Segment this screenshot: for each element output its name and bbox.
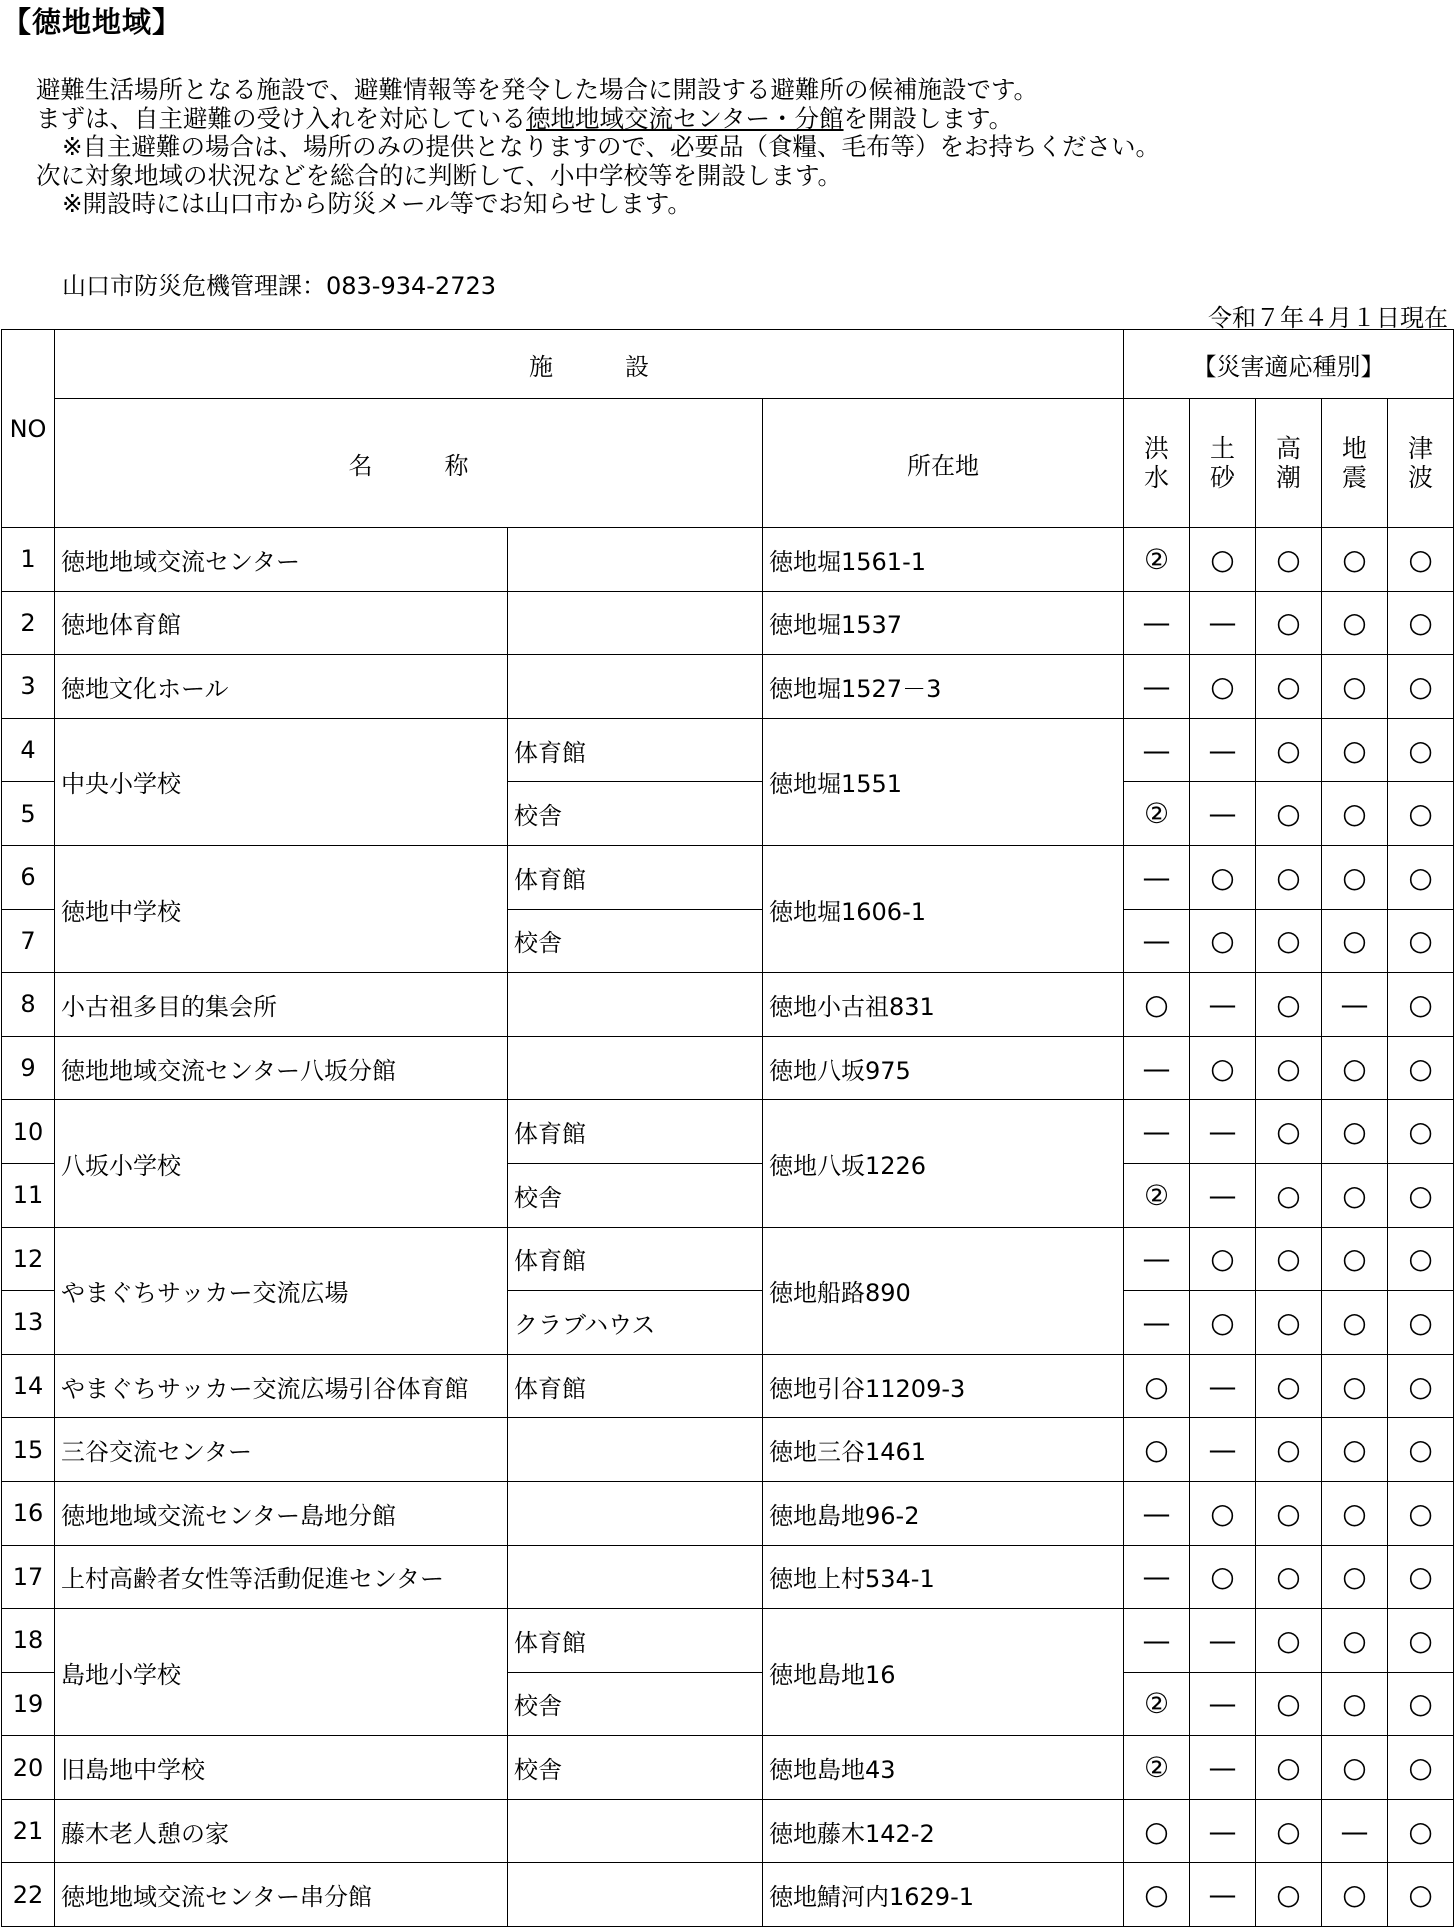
flood-suitability: — — [1124, 1545, 1190, 1609]
earthquake-suitability: ○ — [1322, 1354, 1388, 1418]
facility-building — [508, 1799, 763, 1863]
tsunami-suitability: ○ — [1388, 782, 1454, 846]
flood-suitability: — — [1124, 845, 1190, 909]
table-row — [2, 1609, 1454, 1673]
facility-address: 徳地八坂1226 — [763, 1100, 1124, 1227]
shelter-table — [1, 329, 1454, 1927]
table-row — [2, 1036, 1454, 1100]
tsunami-suitability: ○ — [1388, 1672, 1454, 1736]
header-landslide: 土 砂 — [1190, 399, 1256, 528]
flood-suitability: ○ — [1124, 973, 1190, 1037]
tsunami-suitability: ○ — [1388, 1418, 1454, 1482]
table-row — [2, 1100, 1454, 1164]
earthquake-suitability: ○ — [1322, 909, 1388, 973]
flood-suitability: ② — [1124, 782, 1190, 846]
landslide-suitability: — — [1190, 1863, 1256, 1927]
flood-suitability: — — [1124, 655, 1190, 719]
facility-building: 体育館 — [508, 1354, 763, 1418]
header-storm-surge: 高 潮 — [1256, 399, 1322, 528]
landslide-suitability: ○ — [1190, 1545, 1256, 1609]
facility-building: 体育館 — [508, 845, 763, 909]
row-number: 22 — [2, 1863, 55, 1927]
facility-building: 校舎 — [508, 782, 763, 846]
earthquake-suitability: ○ — [1322, 1418, 1388, 1482]
facility-address: 徳地上村534-1 — [763, 1545, 1124, 1609]
row-number: 16 — [2, 1481, 55, 1545]
facility-address: 徳地引谷11209-3 — [763, 1354, 1124, 1418]
intro-line-2-pre: まずは、自主避難の受け入れを対応している — [36, 103, 526, 133]
facility-building: 校舎 — [508, 1736, 763, 1800]
tsunami-suitability: ○ — [1388, 1100, 1454, 1164]
storm-surge-suitability: ○ — [1256, 1481, 1322, 1545]
facility-building: 校舎 — [508, 1163, 763, 1227]
facility-name: 三谷交流センター — [55, 1418, 508, 1482]
row-number: 1 — [2, 528, 55, 592]
facility-name: 徳地体育館 — [55, 591, 508, 655]
table-row — [2, 1799, 1454, 1863]
earthquake-suitability: ○ — [1322, 655, 1388, 719]
storm-surge-suitability: ○ — [1256, 1291, 1322, 1355]
tsunami-suitability: ○ — [1388, 1481, 1454, 1545]
table-row — [2, 1863, 1454, 1927]
landslide-suitability: — — [1190, 1799, 1256, 1863]
table-row — [2, 655, 1454, 719]
facility-name: 徳地中学校 — [55, 845, 508, 972]
earthquake-suitability: ○ — [1322, 1100, 1388, 1164]
facility-name: 徳地地域交流センター — [55, 528, 508, 592]
header-flood: 洪 水 — [1124, 399, 1190, 528]
tsunami-suitability: ○ — [1388, 1799, 1454, 1863]
intro-line-3: ※自主避難の場合は、場所のみの提供となりますので、必要品（食糧、毛布等）をお持ちください。 — [62, 132, 1161, 161]
facility-address: 徳地堀1606-1 — [763, 845, 1124, 972]
table-row — [2, 718, 1454, 782]
storm-surge-suitability: ○ — [1256, 1354, 1322, 1418]
facility-building — [508, 1481, 763, 1545]
landslide-suitability: — — [1190, 782, 1256, 846]
facility-name: やまぐちサッカー交流広場 — [55, 1227, 508, 1354]
row-number: 14 — [2, 1354, 55, 1418]
header-tsunami: 津 波 — [1388, 399, 1454, 528]
landslide-suitability: ○ — [1190, 1291, 1256, 1355]
facility-building: 体育館 — [508, 1227, 763, 1291]
facility-name: 上村高齢者女性等活動促進センター — [55, 1545, 508, 1609]
tsunami-suitability: ○ — [1388, 1863, 1454, 1927]
facility-address: 徳地鯖河内1629-1 — [763, 1863, 1124, 1927]
earthquake-suitability: ○ — [1322, 1227, 1388, 1291]
facility-building — [508, 591, 763, 655]
tsunami-suitability: ○ — [1388, 591, 1454, 655]
facility-building: 体育館 — [508, 1100, 763, 1164]
landslide-suitability: — — [1190, 1163, 1256, 1227]
page-title: 【徳地地域】 — [2, 5, 183, 39]
flood-suitability: ○ — [1124, 1863, 1190, 1927]
intro-line-2-post: を開設します。 — [843, 103, 1014, 133]
landslide-suitability: — — [1190, 1672, 1256, 1736]
landslide-suitability: ○ — [1190, 845, 1256, 909]
row-number: 2 — [2, 591, 55, 655]
earthquake-suitability: ○ — [1322, 1609, 1388, 1673]
header-no: NO — [2, 330, 55, 528]
facility-name: 小古祖多目的集会所 — [55, 973, 508, 1037]
flood-suitability: ② — [1124, 1736, 1190, 1800]
header-earthquake: 地 震 — [1322, 399, 1388, 528]
intro-line-1: 避難生活場所となる施設で、避難情報等を発令した場合に開設する避難所の候補施設です。 — [36, 75, 1039, 104]
flood-suitability: ○ — [1124, 1799, 1190, 1863]
earthquake-suitability: — — [1322, 1799, 1388, 1863]
row-number: 8 — [2, 973, 55, 1037]
tsunami-suitability: ○ — [1388, 845, 1454, 909]
storm-surge-suitability: ○ — [1256, 1418, 1322, 1482]
earthquake-suitability: ○ — [1322, 1163, 1388, 1227]
facility-building — [508, 1036, 763, 1100]
facility-building — [508, 655, 763, 719]
flood-suitability: — — [1124, 909, 1190, 973]
flood-suitability: — — [1124, 1036, 1190, 1100]
facility-name: 徳地地域交流センター八坂分館 — [55, 1036, 508, 1100]
storm-surge-suitability: ○ — [1256, 909, 1322, 973]
flood-suitability: — — [1124, 1291, 1190, 1355]
tsunami-suitability: ○ — [1388, 528, 1454, 592]
landslide-suitability: — — [1190, 1100, 1256, 1164]
table-row — [2, 1354, 1454, 1418]
landslide-suitability: ○ — [1190, 1481, 1256, 1545]
row-number: 21 — [2, 1799, 55, 1863]
header-facility: 施 設 — [55, 330, 1124, 399]
tsunami-suitability: ○ — [1388, 1609, 1454, 1673]
facility-address: 徳地三谷1461 — [763, 1418, 1124, 1482]
storm-surge-suitability: ○ — [1256, 1672, 1322, 1736]
intro-line-4: 次に対象地域の状況などを総合的に判断して、小中学校等を開設します。 — [36, 160, 843, 190]
tsunami-suitability: ○ — [1388, 655, 1454, 719]
storm-surge-suitability: ○ — [1256, 528, 1322, 592]
storm-surge-suitability: ○ — [1256, 1036, 1322, 1100]
facility-name: 旧島地中学校 — [55, 1736, 508, 1800]
table-row — [2, 973, 1454, 1037]
flood-suitability: ② — [1124, 528, 1190, 592]
storm-surge-suitability: ○ — [1256, 1227, 1322, 1291]
row-number: 7 — [2, 909, 55, 973]
tsunami-suitability: ○ — [1388, 1354, 1454, 1418]
tsunami-suitability: ○ — [1388, 1036, 1454, 1100]
earthquake-suitability: ○ — [1322, 591, 1388, 655]
facility-address: 徳地船路890 — [763, 1227, 1124, 1354]
earthquake-suitability: ○ — [1322, 1736, 1388, 1800]
intro-line-2-highlight: 徳地地域交流センター・分館 — [526, 103, 844, 133]
row-number: 9 — [2, 1036, 55, 1100]
facility-address: 徳地藤木142-2 — [763, 1799, 1124, 1863]
header-address: 所在地 — [763, 399, 1124, 528]
storm-surge-suitability: ○ — [1256, 782, 1322, 846]
facility-address: 徳地八坂975 — [763, 1036, 1124, 1100]
facility-building: 校舎 — [508, 1672, 763, 1736]
storm-surge-suitability: ○ — [1256, 973, 1322, 1037]
facility-building — [508, 528, 763, 592]
table-body — [2, 528, 1454, 1927]
flood-suitability: — — [1124, 1609, 1190, 1673]
table-row — [2, 1418, 1454, 1482]
row-number: 11 — [2, 1163, 55, 1227]
landslide-suitability: — — [1190, 1354, 1256, 1418]
flood-suitability: — — [1124, 1481, 1190, 1545]
landslide-suitability: ○ — [1190, 909, 1256, 973]
facility-address: 徳地堀1551 — [763, 718, 1124, 845]
earthquake-suitability: ○ — [1322, 718, 1388, 782]
row-number: 4 — [2, 718, 55, 782]
landslide-suitability: — — [1190, 1609, 1256, 1673]
intro-line-2 — [36, 105, 1160, 134]
row-number: 17 — [2, 1545, 55, 1609]
storm-surge-suitability: ○ — [1256, 1609, 1322, 1673]
storm-surge-suitability: ○ — [1256, 718, 1322, 782]
facility-name: 徳地文化ホール — [55, 655, 508, 719]
row-number: 18 — [2, 1609, 55, 1673]
contact-info: 山口市防災危機管理課：083-934-2723 — [62, 272, 497, 300]
facility-address: 徳地島地16 — [763, 1609, 1124, 1736]
storm-surge-suitability: ○ — [1256, 845, 1322, 909]
landslide-suitability: — — [1190, 1418, 1256, 1482]
header-disaster-type: 【災害適応種別】 — [1124, 330, 1454, 399]
facility-building — [508, 973, 763, 1037]
facility-name: 八坂小学校 — [55, 1100, 508, 1227]
tsunami-suitability: ○ — [1388, 909, 1454, 973]
landslide-suitability: ○ — [1190, 655, 1256, 719]
facility-address: 徳地堀1561-1 — [763, 528, 1124, 592]
facility-address: 徳地島地43 — [763, 1736, 1124, 1800]
storm-surge-suitability: ○ — [1256, 591, 1322, 655]
facility-name: 島地小学校 — [55, 1609, 508, 1736]
earthquake-suitability: ○ — [1322, 782, 1388, 846]
flood-suitability: — — [1124, 591, 1190, 655]
table-row — [2, 528, 1454, 592]
facility-building: 体育館 — [508, 1609, 763, 1673]
facility-building: 校舎 — [508, 909, 763, 973]
landslide-suitability: — — [1190, 718, 1256, 782]
facility-address: 徳地堀1527－3 — [763, 655, 1124, 719]
storm-surge-suitability: ○ — [1256, 1863, 1322, 1927]
table-row — [2, 1545, 1454, 1609]
header-name: 名 称 — [55, 399, 763, 528]
tsunami-suitability: ○ — [1388, 1291, 1454, 1355]
facility-name: 中央小学校 — [55, 718, 508, 845]
as-of-date: 令和７年４月１日現在 — [1208, 304, 1448, 332]
facility-name: 徳地地域交流センター串分館 — [55, 1863, 508, 1927]
facility-address: 徳地堀1537 — [763, 591, 1124, 655]
earthquake-suitability: ○ — [1322, 845, 1388, 909]
flood-suitability: ○ — [1124, 1354, 1190, 1418]
facility-building — [508, 1863, 763, 1927]
landslide-suitability: — — [1190, 1736, 1256, 1800]
facility-building — [508, 1545, 763, 1609]
row-number: 12 — [2, 1227, 55, 1291]
row-number: 6 — [2, 845, 55, 909]
row-number: 19 — [2, 1672, 55, 1736]
facility-address: 徳地小古祖831 — [763, 973, 1124, 1037]
landslide-suitability: — — [1190, 973, 1256, 1037]
facility-name: やまぐちサッカー交流広場引谷体育館 — [55, 1354, 508, 1418]
storm-surge-suitability: ○ — [1256, 1163, 1322, 1227]
landslide-suitability: ○ — [1190, 1227, 1256, 1291]
row-number: 3 — [2, 655, 55, 719]
earthquake-suitability: ○ — [1322, 1863, 1388, 1927]
table-row — [2, 591, 1454, 655]
tsunami-suitability: ○ — [1388, 1545, 1454, 1609]
storm-surge-suitability: ○ — [1256, 1799, 1322, 1863]
storm-surge-suitability: ○ — [1256, 1545, 1322, 1609]
storm-surge-suitability: ○ — [1256, 655, 1322, 719]
row-number: 13 — [2, 1291, 55, 1355]
tsunami-suitability: ○ — [1388, 1227, 1454, 1291]
facility-building: 体育館 — [508, 718, 763, 782]
earthquake-suitability: — — [1322, 973, 1388, 1037]
facility-address: 徳地島地96-2 — [763, 1481, 1124, 1545]
landslide-suitability: — — [1190, 591, 1256, 655]
landslide-suitability: ○ — [1190, 528, 1256, 592]
table-row — [2, 1736, 1454, 1800]
facility-building: クラブハウス — [508, 1291, 763, 1355]
intro-text — [36, 76, 1160, 219]
earthquake-suitability: ○ — [1322, 1545, 1388, 1609]
row-number: 10 — [2, 1100, 55, 1164]
table-row — [2, 1481, 1454, 1545]
earthquake-suitability: ○ — [1322, 1036, 1388, 1100]
table-row — [2, 845, 1454, 909]
earthquake-suitability: ○ — [1322, 1481, 1388, 1545]
tsunami-suitability: ○ — [1388, 1163, 1454, 1227]
facility-name: 徳地地域交流センター島地分館 — [55, 1481, 508, 1545]
facility-name: 藤木老人憩の家 — [55, 1799, 508, 1863]
intro-line-5: ※開設時には山口市から防災メール等でお知らせします。 — [62, 189, 692, 218]
tsunami-suitability: ○ — [1388, 1736, 1454, 1800]
flood-suitability: — — [1124, 1227, 1190, 1291]
row-number: 15 — [2, 1418, 55, 1482]
landslide-suitability: ○ — [1190, 1036, 1256, 1100]
table-row — [2, 1227, 1454, 1291]
flood-suitability: ○ — [1124, 1418, 1190, 1482]
flood-suitability: ② — [1124, 1163, 1190, 1227]
row-number: 20 — [2, 1736, 55, 1800]
earthquake-suitability: ○ — [1322, 1672, 1388, 1736]
tsunami-suitability: ○ — [1388, 718, 1454, 782]
flood-suitability: — — [1124, 718, 1190, 782]
earthquake-suitability: ○ — [1322, 528, 1388, 592]
flood-suitability: ② — [1124, 1672, 1190, 1736]
storm-surge-suitability: ○ — [1256, 1100, 1322, 1164]
row-number: 5 — [2, 782, 55, 846]
storm-surge-suitability: ○ — [1256, 1736, 1322, 1800]
facility-building — [508, 1418, 763, 1482]
tsunami-suitability: ○ — [1388, 973, 1454, 1037]
flood-suitability: — — [1124, 1100, 1190, 1164]
earthquake-suitability: ○ — [1322, 1291, 1388, 1355]
